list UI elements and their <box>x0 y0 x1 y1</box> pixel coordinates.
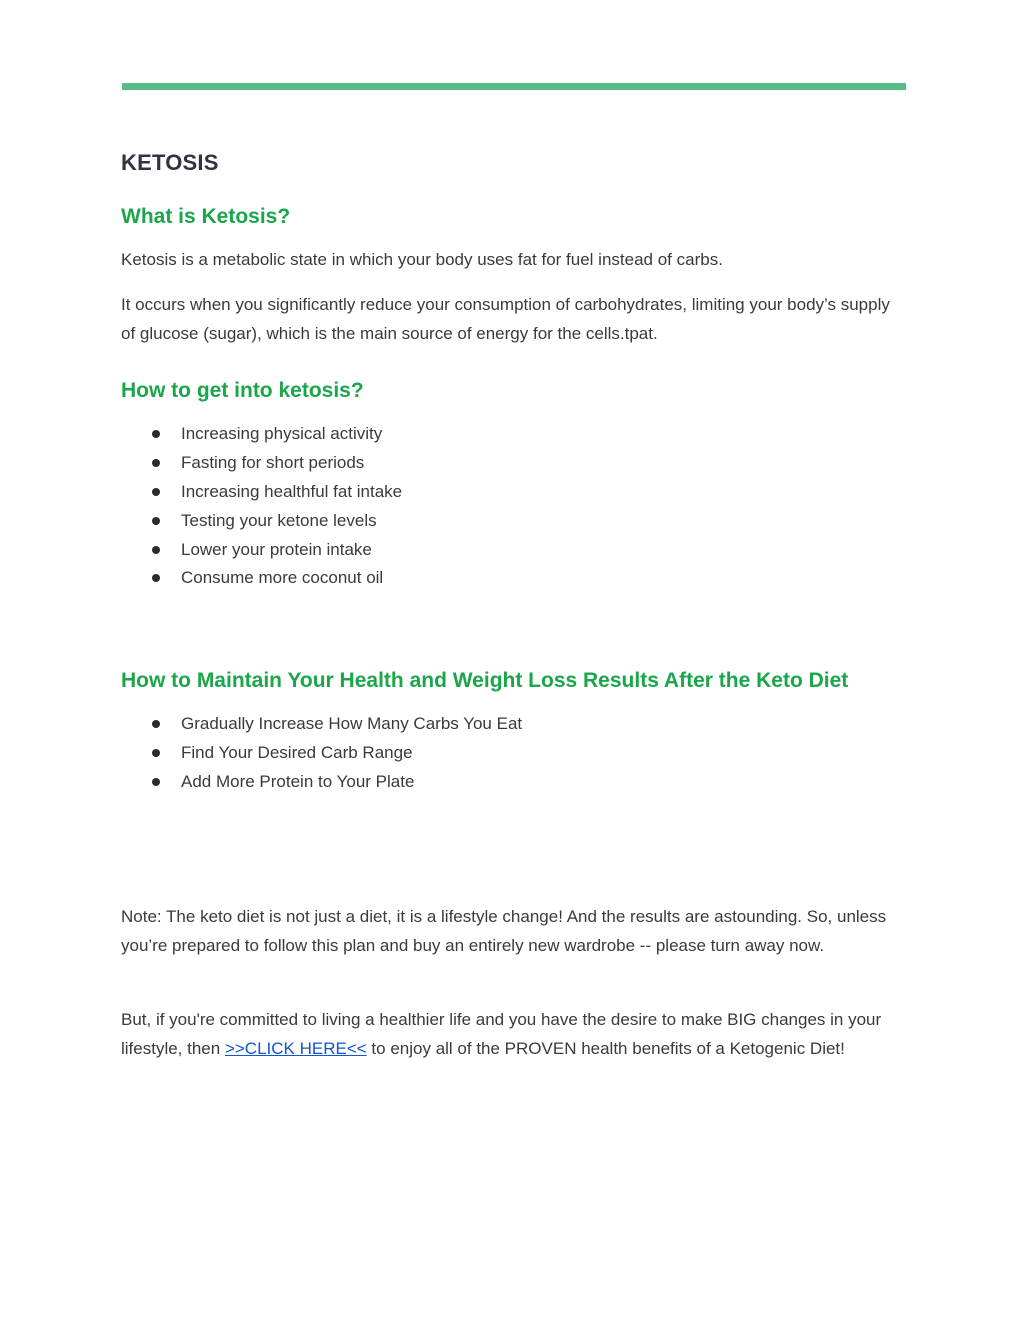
paragraph-call-to-action <box>121 1006 906 1063</box>
list-item-text: Fasting for short periods <box>181 452 365 472</box>
bullet-icon <box>152 546 160 554</box>
click-here-link[interactable]: >>CLICK HERE<< <box>224 1038 367 1058</box>
list-item <box>121 564 402 593</box>
bullet-icon <box>152 488 160 496</box>
list-item <box>121 710 522 739</box>
list-item-text: Testing your ketone levels <box>181 510 377 530</box>
list-item <box>121 507 402 536</box>
list-item <box>121 478 402 507</box>
maintenance-tips-list <box>121 710 522 797</box>
list-item-text: Find Your Desired Carb Range <box>181 742 413 762</box>
list-item-text: Add More Protein to Your Plate <box>181 771 415 791</box>
section-heading-what-is-ketosis: What is Ketosis? <box>121 205 291 228</box>
list-item <box>121 420 402 449</box>
list-item-text: Lower your protein intake <box>181 539 372 559</box>
list-item-text: Increasing healthful fat intake <box>181 481 403 501</box>
list-item <box>121 449 402 478</box>
bullet-icon <box>152 430 160 438</box>
section-heading-maintain-results: How to Maintain Your Health and Weight Loss Results After the Keto Diet <box>121 669 849 692</box>
top-accent-rule <box>122 83 906 90</box>
paragraph-note: Note: The keto diet is not just a diet, it is a lifestyle change! And the results are astounding. So, unless you’re prepared to follow this plan and buy an entirely new wardrobe -- please turn away now. <box>121 907 887 955</box>
bullet-icon <box>152 459 160 467</box>
list-item-text: Gradually Increase How Many Carbs You Eat <box>181 714 523 733</box>
cta-text-after: to enjoy all of the PROVEN health benefits of a Ketogenic Diet! <box>366 1038 845 1058</box>
list-item <box>121 739 522 768</box>
bullet-icon <box>152 749 160 757</box>
cta-text-before: But, if you're committed to living a healthier life and you have the desire to make BIG changes in your lifestyle, then <box>121 1010 882 1058</box>
document-title: KETOSIS <box>121 150 219 175</box>
paragraph-definition: Ketosis is a metabolic state in which your body uses fat for fuel instead of carbs. <box>121 250 723 269</box>
paragraph-explanation: It occurs when you significantly reduce your consumption of carbohydrates, limiting your body’s supply of glucose (sugar), which is the main source of energy for the cells.tpat. <box>121 295 890 343</box>
bullet-icon <box>152 778 160 786</box>
bullet-icon <box>152 574 160 582</box>
list-item-text: Consume more coconut oil <box>181 568 384 588</box>
bullet-icon <box>152 517 160 525</box>
list-item <box>121 536 402 565</box>
list-item <box>121 768 522 797</box>
list-item-text: Increasing physical activity <box>181 424 383 443</box>
bullet-icon <box>152 720 160 728</box>
ketosis-methods-list <box>121 420 402 593</box>
section-heading-how-to-get-into-ketosis: How to get into ketosis? <box>121 379 364 402</box>
